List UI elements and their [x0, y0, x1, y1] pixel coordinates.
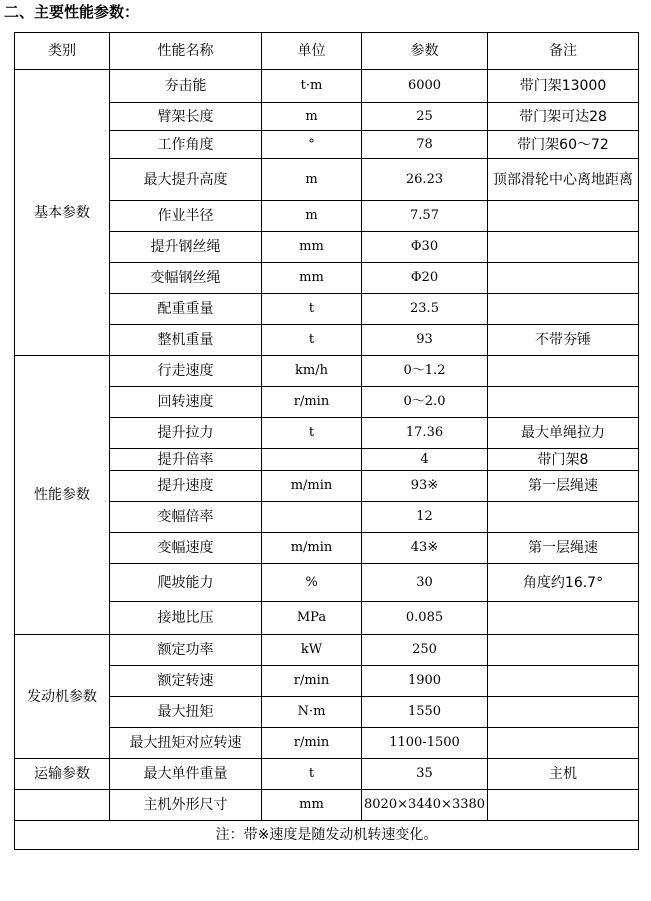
header-name: 性能名称	[110, 33, 262, 70]
param-value: 43※	[362, 533, 488, 564]
header-row	[15, 33, 639, 70]
param-unit: mm	[262, 232, 362, 263]
param-remark: 不带夯锤	[488, 325, 639, 356]
param-name: 回转速度	[110, 387, 262, 418]
table-row	[15, 635, 639, 666]
section-title: 二、主要性能参数：	[4, 3, 140, 21]
param-remark	[488, 294, 639, 325]
param-remark	[488, 790, 639, 821]
param-remark: 最大单绳拉力	[488, 418, 639, 449]
param-remark: 带门架8	[488, 449, 639, 471]
param-unit: m/min	[262, 471, 362, 502]
param-value: 25	[362, 103, 488, 131]
param-unit: m	[262, 201, 362, 232]
param-unit: MPa	[262, 602, 362, 635]
param-unit	[262, 449, 362, 471]
param-value: 93※	[362, 471, 488, 502]
param-remark: 带门架可达28	[488, 103, 639, 131]
param-name: 整机重量	[110, 325, 262, 356]
performance-parameters-table	[14, 32, 639, 850]
footnote-row	[15, 821, 639, 850]
param-unit: kW	[262, 635, 362, 666]
param-name: 接地比压	[110, 602, 262, 635]
param-unit: mm	[262, 790, 362, 821]
param-remark: 顶部滑轮中心离地距离	[488, 159, 639, 201]
group-transport: 运输参数	[15, 759, 110, 790]
param-value: 1550	[362, 697, 488, 728]
param-name: 行走速度	[110, 356, 262, 387]
param-unit: t	[262, 325, 362, 356]
param-value: 30	[362, 564, 488, 602]
param-remark	[488, 666, 639, 697]
param-name: 额定转速	[110, 666, 262, 697]
param-value: 0～1.2	[362, 356, 488, 387]
param-name: 变幅倍率	[110, 502, 262, 533]
param-unit: t	[262, 759, 362, 790]
param-value: 23.5	[362, 294, 488, 325]
param-name: 最大提升高度	[110, 159, 262, 201]
group-performance: 性能参数	[15, 356, 110, 635]
param-name: 提升速度	[110, 471, 262, 502]
param-remark	[488, 232, 639, 263]
param-remark: 角度约16.7°	[488, 564, 639, 602]
param-value: 93	[362, 325, 488, 356]
param-remark	[488, 635, 639, 666]
param-name: 工作角度	[110, 131, 262, 159]
param-unit: m	[262, 159, 362, 201]
param-value: 0～2.0	[362, 387, 488, 418]
param-unit	[262, 502, 362, 533]
table-row	[15, 759, 639, 790]
param-unit: %	[262, 564, 362, 602]
param-name: 额定功率	[110, 635, 262, 666]
param-remark	[488, 387, 639, 418]
param-value: 250	[362, 635, 488, 666]
header-remark: 备注	[488, 33, 639, 70]
param-value: 6000	[362, 70, 488, 103]
param-value: 8020×3440×3380	[362, 790, 488, 821]
footnote: 注：带※速度是随发动机转速变化。	[15, 821, 639, 850]
param-unit: m/min	[262, 533, 362, 564]
param-name: 最大扭矩对应转速	[110, 728, 262, 759]
param-remark: 带门架13000	[488, 70, 639, 103]
table-row	[15, 356, 639, 387]
param-name: 主机外形尺寸	[110, 790, 262, 821]
param-value: 26.23	[362, 159, 488, 201]
param-unit: m	[262, 103, 362, 131]
header-category: 类别	[15, 33, 110, 70]
param-value: 7.57	[362, 201, 488, 232]
param-remark	[488, 728, 639, 759]
param-unit: mm	[262, 263, 362, 294]
param-name: 提升拉力	[110, 418, 262, 449]
param-unit: t	[262, 418, 362, 449]
param-name: 提升钢丝绳	[110, 232, 262, 263]
param-name: 配重重量	[110, 294, 262, 325]
param-value: 12	[362, 502, 488, 533]
param-value: 1900	[362, 666, 488, 697]
param-value: Φ30	[362, 232, 488, 263]
param-remark	[488, 602, 639, 635]
group-transport-continued	[15, 790, 110, 821]
param-unit: r/min	[262, 666, 362, 697]
param-remark	[488, 697, 639, 728]
param-unit: °	[262, 131, 362, 159]
param-unit: N·m	[262, 697, 362, 728]
param-remark	[488, 356, 639, 387]
param-value: 4	[362, 449, 488, 471]
param-name: 变幅钢丝绳	[110, 263, 262, 294]
param-remark	[488, 201, 639, 232]
param-name: 臂架长度	[110, 103, 262, 131]
param-unit: r/min	[262, 728, 362, 759]
param-name: 作业半径	[110, 201, 262, 232]
param-remark: 带门架60～72	[488, 131, 639, 159]
param-value: 35	[362, 759, 488, 790]
param-remark: 第一层绳速	[488, 533, 639, 564]
param-remark: 主机	[488, 759, 639, 790]
table-row	[15, 70, 639, 103]
param-name: 夯击能	[110, 70, 262, 103]
param-value: 78	[362, 131, 488, 159]
group-basic: 基本参数	[15, 70, 110, 356]
param-name: 最大扭矩	[110, 697, 262, 728]
param-value: 1100-1500	[362, 728, 488, 759]
param-remark: 第一层绳速	[488, 471, 639, 502]
param-value: Φ20	[362, 263, 488, 294]
table-row	[15, 790, 639, 821]
param-value: 0.085	[362, 602, 488, 635]
param-unit: t	[262, 294, 362, 325]
param-value: 17.36	[362, 418, 488, 449]
param-remark	[488, 502, 639, 533]
param-unit: t·m	[262, 70, 362, 103]
param-remark	[488, 263, 639, 294]
param-unit: r/min	[262, 387, 362, 418]
param-name: 变幅速度	[110, 533, 262, 564]
group-engine: 发动机参数	[15, 635, 110, 759]
param-name: 最大单件重量	[110, 759, 262, 790]
param-name: 提升倍率	[110, 449, 262, 471]
param-unit: km/h	[262, 356, 362, 387]
header-value: 参数	[362, 33, 488, 70]
param-name: 爬坡能力	[110, 564, 262, 602]
header-unit: 单位	[262, 33, 362, 70]
